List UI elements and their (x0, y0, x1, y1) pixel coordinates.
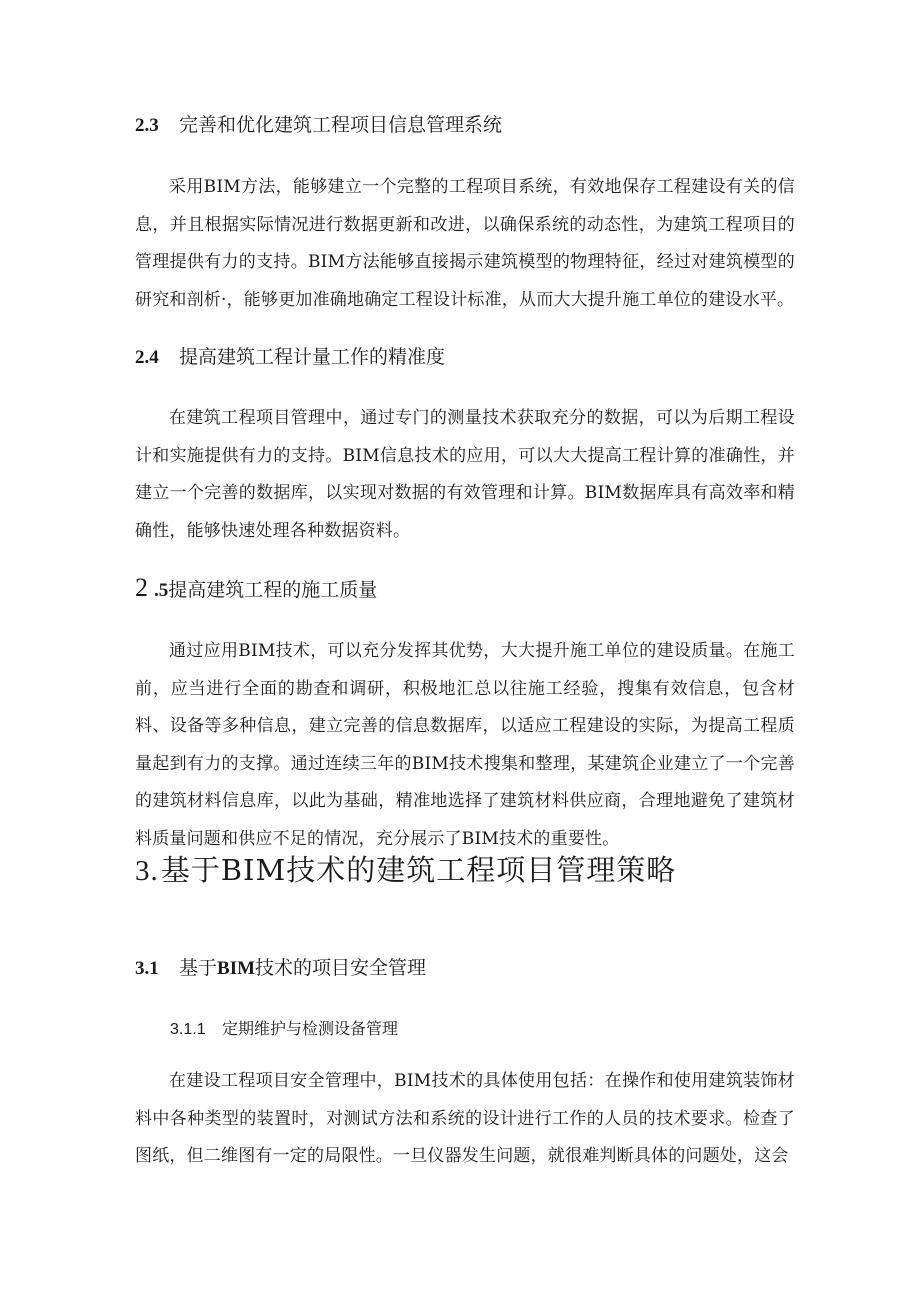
heading-title-post: 技术的项目安全管理 (255, 957, 427, 979)
heading-number: 2.3 (135, 115, 159, 136)
heading-title-bold: BIM (217, 958, 256, 979)
heading-number-minor: .5 (154, 580, 169, 601)
heading-number: 2.4 (135, 347, 159, 368)
paragraph-2-3: 采用BIM方法，能够建立一个完整的工程项目系统，有效地保存工程建设有关的信息，并且根据实际情况进行数据更新和改进，以确保系统的动态性，为建筑工程项目的管理提供有力的支持。BIM方法能够直接揭示建筑模型的物理特征，经过对建筑模型的研究和剖析·，能够更加准确地确定工程设计标准，从而大大提升施工单位的建设水平。 (135, 177, 795, 310)
heading-title: 基于BIM技术的建筑工程项目管理策略 (160, 853, 677, 887)
heading-number: 3.1 (135, 958, 159, 979)
heading-3-1-1 (170, 1018, 830, 1041)
heading-number: 3. (135, 855, 159, 887)
heading-3-1 (135, 956, 795, 981)
heading-title: 定期维护与检测设备管理 (222, 1019, 399, 1038)
heading-number-major: 2 (135, 573, 148, 602)
heading-number: 3.1.1 (170, 1021, 206, 1038)
heading-2-4 (135, 345, 795, 370)
heading-2-5 (135, 573, 795, 603)
paragraph-2-5: 通过应用BIM技术，可以充分发挥其优势，大大提升施工单位的建设质量。在施工前，应当进行全面的勘查和调研，积极地汇总以往施工经验，搜集有效信息，包含材料、设备等多种信息，建立完善的信息数据库，以适应工程建设的实际，为提高工程质量起到有力的支撑。通过连续三年的BIM技术搜集和整理，某建筑企业建立了一个完善的建筑材料信息库，以此为基础，精准地选择了建筑材料供应商，合理地避免了建筑材料质量问题和供应不足的情况，充分展示了BIM技术的重要性。 (135, 641, 795, 849)
paragraph-3-1-1: 在建设工程项目安全管理中，BIM技术的具体使用包括：在操作和使用建筑装饰材料中各种类型的装置时，对测试方法和系统的设计进行工作的人员的技术要求。检查了图纸，但二维图有一定的局限性。一旦仪器发生问题，就很难判断具体的问题处，这会 (135, 1071, 795, 1166)
heading-title: 提高建筑工程计量工作的精准度 (179, 346, 446, 368)
paragraph-2-4: 在建筑工程项目管理中，通过专门的测量技术获取充分的数据，可以为后期工程设计和实施提供有力的支持。BIM信息技术的应用，可以大大提高工程计算的准确性，并建立一个完善的数据库，以实现对数据的有效管理和计算。BIM数据库具有高效率和精确性，能够快速处理各种数据资料。 (135, 408, 795, 541)
heading-title: 提高建筑工程的施工质量 (168, 579, 378, 601)
heading-3 (135, 852, 795, 889)
heading-title-pre: 基于 (179, 957, 218, 979)
heading-title: 完善和优化建筑工程项目信息管理系统 (179, 114, 503, 136)
heading-2-3 (135, 113, 795, 138)
